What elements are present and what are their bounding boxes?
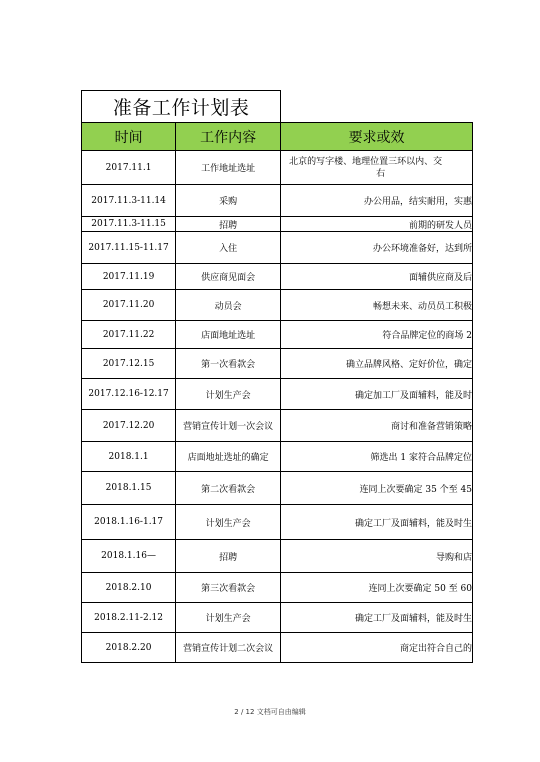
table-row	[82, 290, 473, 321]
table-row	[82, 603, 473, 633]
document-page	[81, 90, 473, 680]
cell-requirement: 符合品牌定位的商场 2	[281, 321, 473, 349]
cell-content: 营销宣传计划一次会议	[176, 410, 281, 442]
table-row	[82, 633, 473, 663]
header-requirement: 要求或效	[281, 123, 473, 151]
cell-requirement: 前期的研发人员	[281, 217, 473, 232]
cell-content: 供应商见面会	[176, 264, 281, 290]
cell-requirement: 办公用品，结实耐用，实惠	[281, 185, 473, 217]
cell-time: 2018.2.11-2.12	[82, 603, 176, 633]
title-row	[82, 91, 473, 123]
cell-content: 招聘	[176, 540, 281, 573]
table-row	[82, 349, 473, 379]
cell-requirement: 面辅供应商及后	[281, 264, 473, 290]
table-row	[82, 410, 473, 442]
cell-time: 2018.2.20	[82, 633, 176, 663]
cell-requirement-line: 北京的写字楼、地理位置三环以内、交	[289, 156, 443, 167]
table-row	[82, 321, 473, 349]
cell-requirement-line: 右	[376, 168, 386, 179]
cell-requirement	[281, 151, 473, 185]
cell-content: 招聘	[176, 217, 281, 232]
cell-time: 2018.1.1	[82, 442, 176, 472]
plan-table	[81, 90, 473, 663]
title-blank-cell	[281, 91, 473, 123]
cell-requirement: 商讨和准备营销策略	[281, 410, 473, 442]
table-row	[82, 505, 473, 540]
cell-requirement: 导购和店	[281, 540, 473, 573]
cell-time: 2017.12.16-12.17	[82, 379, 176, 410]
cell-requirement: 确定加工厂及面辅料，能及时	[281, 379, 473, 410]
cell-content: 计划生产会	[176, 379, 281, 410]
table-row	[82, 232, 473, 264]
table-row	[82, 442, 473, 472]
header-content: 工作内容	[176, 123, 281, 151]
cell-requirement: 连同上次要确定 35 个至 45	[281, 472, 473, 505]
cell-requirement: 确定工厂及面辅料，能及时生	[281, 505, 473, 540]
cell-time: 2017.12.20	[82, 410, 176, 442]
table-row	[82, 151, 473, 185]
cell-content: 采购	[176, 185, 281, 217]
cell-time: 2018.1.16—	[82, 540, 176, 573]
cell-requirement: 畅想未来、动员员工积极	[281, 290, 473, 321]
cell-content: 店面地址选址	[176, 321, 281, 349]
header-row	[82, 123, 473, 151]
table-row	[82, 540, 473, 573]
cell-content: 工作地址选址	[176, 151, 281, 185]
cell-requirement: 连同上次要确定 50 至 60	[281, 573, 473, 603]
table-row	[82, 185, 473, 217]
cell-time: 2017.11.20	[82, 290, 176, 321]
cell-requirement: 商定出符合自己的	[281, 633, 473, 663]
cell-content: 店面地址选址的确定	[176, 442, 281, 472]
cell-content: 计划生产会	[176, 505, 281, 540]
cell-content: 动员会	[176, 290, 281, 321]
table-row	[82, 573, 473, 603]
header-time: 时间	[82, 123, 176, 151]
cell-time: 2017.11.3-11.14	[82, 185, 176, 217]
cell-time: 2018.1.15	[82, 472, 176, 505]
cell-time: 2018.1.16-1.17	[82, 505, 176, 540]
cell-time: 2017.11.19	[82, 264, 176, 290]
cell-time: 2017.11.3-11.15	[82, 217, 176, 232]
cell-time: 2017.11.1	[82, 151, 176, 185]
cell-requirement: 筛选出 1 家符合品牌定位	[281, 442, 473, 472]
table-title: 准备工作计划表	[82, 91, 281, 123]
cell-time: 2018.2.10	[82, 573, 176, 603]
table-row	[82, 379, 473, 410]
cell-time: 2017.11.22	[82, 321, 176, 349]
cell-content: 入住	[176, 232, 281, 264]
table-row	[82, 264, 473, 290]
cell-requirement: 确定工厂及面辅料，能及时生	[281, 603, 473, 633]
cell-requirement: 办公环境准备好，达到所	[281, 232, 473, 264]
cell-content: 营销宣传计划二次会议	[176, 633, 281, 663]
page-footer: 2 / 12 文档可自由编辑	[234, 708, 306, 716]
cell-time: 2017.12.15	[82, 349, 176, 379]
cell-content: 计划生产会	[176, 603, 281, 633]
table-row	[82, 217, 473, 232]
cell-requirement: 确立品牌风格、定好价位，确定	[281, 349, 473, 379]
table-row	[82, 472, 473, 505]
cell-content: 第三次看款会	[176, 573, 281, 603]
cell-time: 2017.11.15-11.17	[82, 232, 176, 264]
cell-content: 第一次看款会	[176, 349, 281, 379]
cell-content: 第二次看款会	[176, 472, 281, 505]
